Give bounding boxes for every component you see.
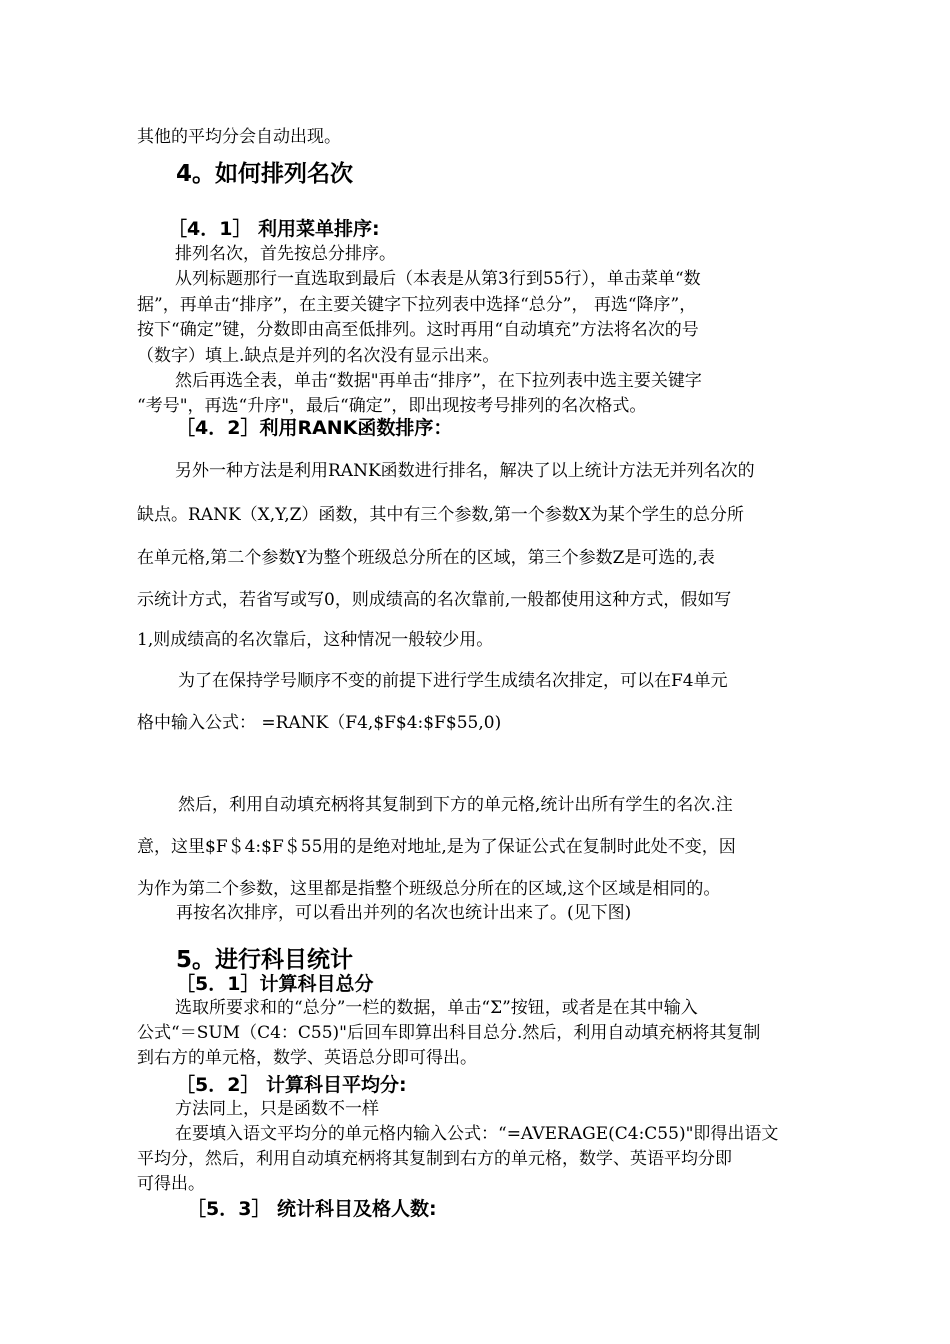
paragraph-line: 公式“＝SUM（C4：C55)"后回车即算出科目总分.然后，利用自动填充柄将其复制 <box>137 1023 761 1043</box>
paragraph-line: 1,则成绩高的名次靠后，这种情况一般较少用。 <box>137 630 494 650</box>
paragraph-line: 然后再选全表，单击“数据"再单击“排序”，在下拉列表中选主要关键字 <box>175 371 702 391</box>
paragraph-line: 缺点。RANK（X,Y,Z）函数，其中有三个参数,第一个参数X为某个学生的总分所 <box>137 505 744 525</box>
paragraph-line: “考号"，再选“升序"，最后“确定”，即出现按考号排列的名次格式。 <box>137 396 647 416</box>
paragraph-line: 在单元格,第二个参数Y为整个班级总分所在的区域，第三个参数Z是可选的,表 <box>137 548 715 568</box>
paragraph-line: 示统计方式，若省写或写0，则成绩高的名次靠前,一般都使用这种方式，假如写 <box>137 590 732 610</box>
paragraph-line: 意，这里$F＄4:$F＄55用的是绝对地址,是为了保证公式在复制时此处不变，因 <box>137 837 736 857</box>
paragraph-line: 从列标题那行一直选取到最后（本表是从第3行到55行），单击菜单“数 <box>175 269 701 289</box>
heading-5-2-subject-average: ［5．2］ 计算科目平均分: <box>176 1074 407 1096</box>
paragraph-line: 到右方的单元格，数学、英语总分即可得出。 <box>137 1048 477 1068</box>
formula-line: 格中输入公式： =RANK（F4,$F$4:$F$55,0) <box>137 713 502 733</box>
paragraph-line: 另外一种方法是利用RANK函数进行排名，解决了以上统计方法无并列名次的 <box>175 461 755 481</box>
heading-4-2-rank-function: ［4．2］利用RANK函数排序： <box>176 417 453 439</box>
heading-4-ranking: 4。如何排列名次 <box>176 161 354 187</box>
paragraph-line: （数字）填上.缺点是并列的名次没有显示出来。 <box>137 346 500 366</box>
paragraph-line: 方法同上，只是函数不一样 <box>175 1099 379 1119</box>
paragraph-line: 其他的平均分会自动出现。 <box>137 127 341 147</box>
paragraph-line: 按下“确定”键，分数即由高至低排列。这时再用“自动填充”方法将名次的号 <box>137 320 699 340</box>
paragraph-line: 选取所要求和的“总分”一栏的数据，单击“Σ”按钮，或者是在其中输入 <box>175 998 698 1018</box>
paragraph-line: 平均分，然后，利用自动填充柄将其复制到右方的单元格，数学、英语平均分即 <box>137 1149 732 1169</box>
paragraph-line: 再按名次排序，可以看出并列的名次也统计出来了。(见下图) <box>176 903 632 923</box>
heading-5-subject-stats: 5。进行科目统计 <box>176 947 354 973</box>
paragraph-line: 为作为第二个参数，这里都是指整个班级总分所在的区域,这个区域是相同的。 <box>137 879 721 899</box>
heading-5-3-pass-count: ［5．3］ 统计科目及格人数: <box>187 1198 437 1220</box>
paragraph-line: 为了在保持学号顺序不变的前提下进行学生成绩名次排定，可以在F4单元 <box>178 671 728 691</box>
paragraph-line: 可得出。 <box>137 1174 205 1194</box>
paragraph-line: 在要填入语文平均分的单元格内输入公式：“=AVERAGE(C4:C55)"即得出语文 <box>175 1124 779 1144</box>
heading-5-1-subject-total: ［5．1］计算科目总分 <box>176 973 374 995</box>
paragraph-line: 然后，利用自动填充柄将其复制到下方的单元格,统计出所有学生的名次.注 <box>178 795 733 815</box>
heading-4-1-menu-sort: ［4．1］ 利用菜单排序: <box>168 218 380 240</box>
paragraph-line: 据”，再单击“排序”，在主要关键字下拉列表中选择“总分”， 再选“降序”， <box>137 295 697 315</box>
paragraph-line: 排列名次，首先按总分排序。 <box>175 244 396 264</box>
